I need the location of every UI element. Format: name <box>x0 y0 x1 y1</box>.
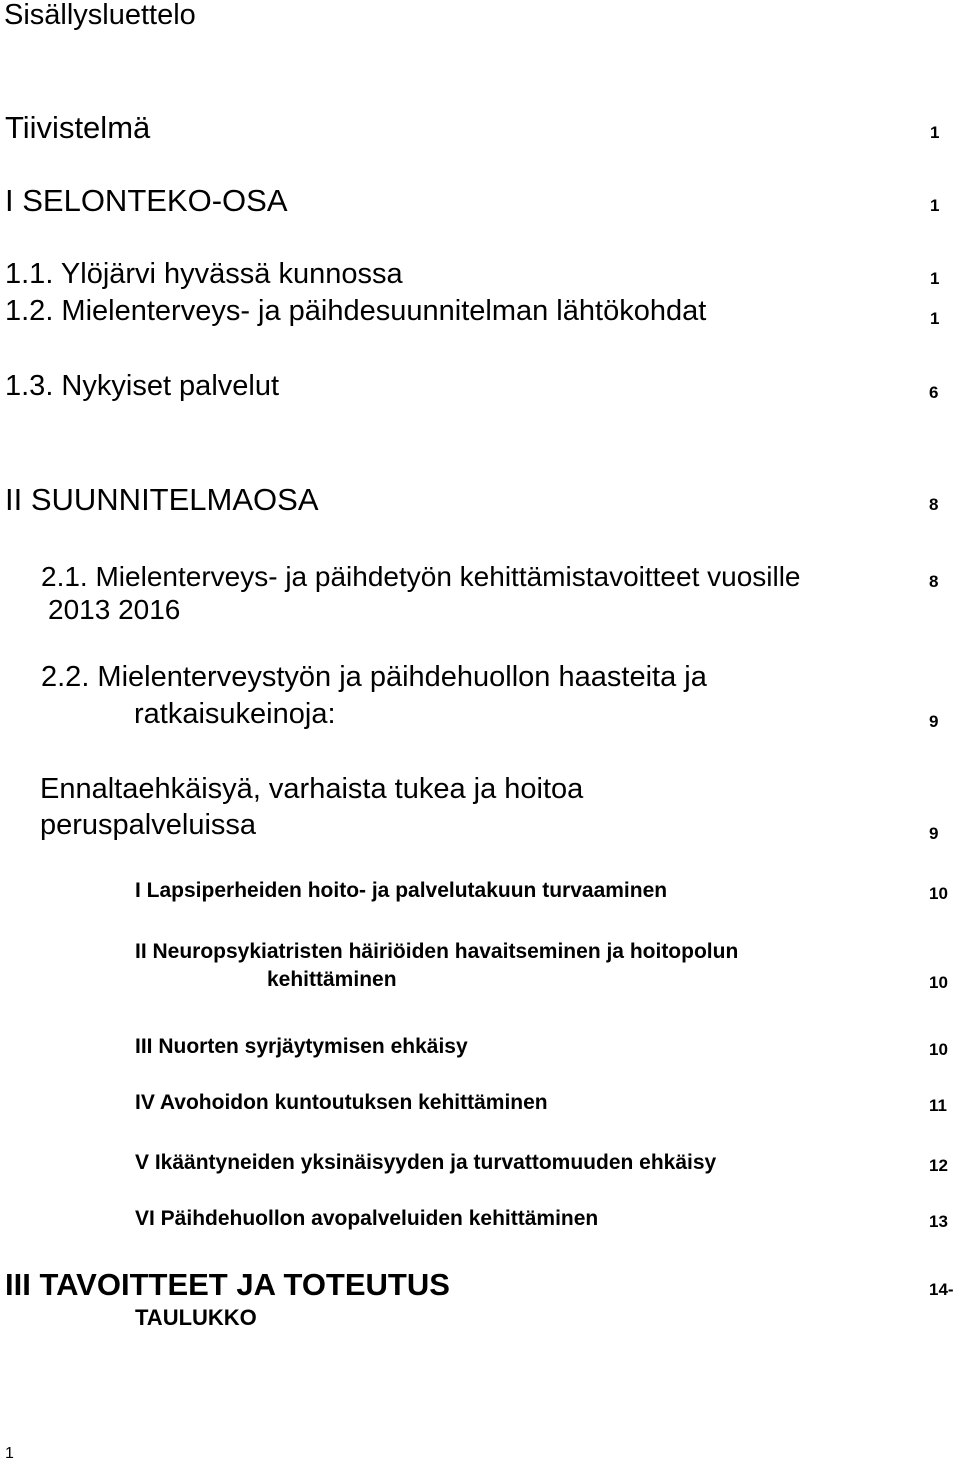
toc-entry-page: 10 <box>929 1040 948 1059</box>
toc-entry-text: IV Avohoidon kuntoutuksen kehittäminen <box>135 1091 548 1114</box>
toc-entry-page: 11 <box>929 1096 947 1115</box>
toc-entry-text-line1: 2.1. Mielenterveys- ja päihdetyön kehittämistavoitteet vuosille <box>41 561 801 592</box>
toc-entry-text: V Ikääntyneiden yksinäisyyden ja turvattomuuden ehkäisy <box>135 1151 717 1174</box>
toc-entry-page: 10 <box>929 884 948 903</box>
toc-entry-text: VI Päihdehuollon avopalveluiden kehittäminen <box>135 1207 599 1230</box>
toc-entry-text-line2: 2013 2016 <box>48 594 181 625</box>
toc-entry-text: I SELONTEKO-OSA <box>5 183 288 218</box>
toc-entry-page: 1 <box>930 309 940 328</box>
toc-entry-page: 6 <box>929 383 939 402</box>
toc-entry-page: 9 <box>929 824 939 843</box>
toc-entry-page: 14- <box>929 1280 954 1299</box>
toc-entry-text-line1: II Neuropsykiatristen häiriöiden havaitseminen ja hoitopolun <box>135 940 739 963</box>
toc-entry-text: II SUUNNITELMAOSA <box>5 482 319 517</box>
toc-entry-page: 1 <box>930 123 940 142</box>
toc-entry-page: 8 <box>929 572 939 591</box>
toc-entry-text: 1.1. Ylöjärvi hyvässä kunnossa <box>5 258 403 290</box>
toc-entry-page: 12 <box>929 1156 948 1175</box>
toc-entry-text-line2: kehittäminen <box>267 968 397 991</box>
toc-entry-page: 8 <box>929 495 939 514</box>
toc-entry-text: I Lapsiperheiden hoito- ja palvelutakuun turvaaminen <box>135 879 668 902</box>
toc-entry-text-line2: ratkaisukeinoja: <box>134 698 336 730</box>
toc-entry-text-line2: peruspalveluissa <box>40 809 257 841</box>
toc-entry-text-line1: Ennaltaehkäisyä, varhaista tukea ja hoitoa <box>40 773 584 805</box>
toc-entry-page: 9 <box>929 712 939 731</box>
toc-entry-page: 13 <box>929 1212 948 1231</box>
toc-entry-text: 1.3. Nykyiset palvelut <box>5 370 280 402</box>
toc-entry-subtext: TAULUKKO <box>135 1305 257 1330</box>
toc-entry-text-line1: 2.2. Mielenterveystyön ja päihdehuollon haasteita ja <box>41 661 707 693</box>
toc-entry-text: 1.2. Mielenterveys- ja päihdesuunnitelman lähtökohdat <box>5 295 707 327</box>
footer-page-number: 1 <box>5 1445 14 1462</box>
toc-title: Sisällysluettelo <box>4 0 196 31</box>
toc-entry-page: 10 <box>929 973 948 992</box>
toc-entry-text: Tiivistelmä <box>5 110 151 145</box>
toc-entry-text: III TAVOITTEET JA TOTEUTUS <box>5 1267 450 1302</box>
toc-entry-text: III Nuorten syrjäytymisen ehkäisy <box>135 1035 468 1058</box>
toc-entry-page: 1 <box>930 269 940 288</box>
toc-entry-page: 1 <box>930 196 940 215</box>
